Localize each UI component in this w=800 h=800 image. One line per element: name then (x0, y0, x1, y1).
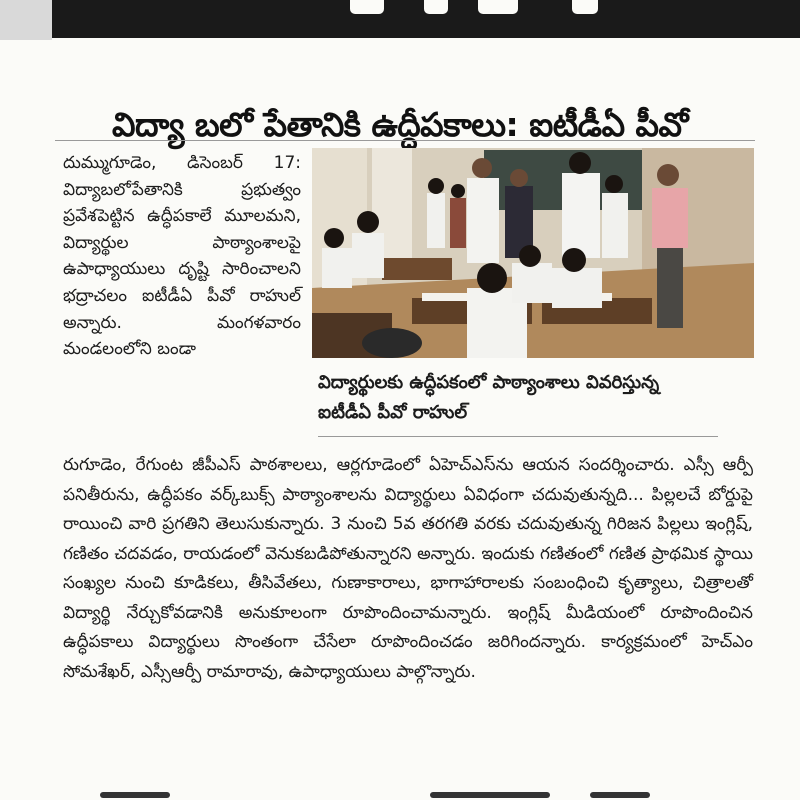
headline-rule (55, 140, 755, 141)
classroom-photo-illustration (312, 148, 754, 358)
photo-caption-line-2: ఐటీడీఏ పీవో రాహుల్ (318, 402, 468, 423)
caption-rule (318, 436, 718, 437)
article-headline: విద్యా బలో పేతానికి ఉద్ధీపకాలు: ఐటీడీఏ పీవో (112, 104, 688, 144)
article-left-column (63, 150, 301, 363)
pink-shirt-shape (652, 188, 688, 248)
next-article-cutoff (100, 792, 660, 800)
photo-caption (318, 368, 748, 428)
article-body-column (63, 451, 753, 687)
classroom-photo (312, 148, 754, 358)
masthead-strip (0, 0, 800, 40)
photo-caption-line-1: విద్యార్థులకు ఉద్ధీపకంలో పాఠ్యాంశాలు వివరిస్తున్న (318, 372, 660, 393)
masthead-gray-block (0, 0, 52, 40)
article-body-text: రుగూడెం, రేగుంట జీపీఎస్ పాఠశాలలు, ఆర్లగూడెంలో ఏహెచ్ఎస్‌ను ఆయన సందర్శించారు. ఎస్సీ ఆర్పీ పనితీరును, ఉద్ధీపకం వర్క్‌బుక్స్ పాఠ్యాంశాలను విద్యార్థులు ఏవిధంగా చదువుతున్నది... పిల్లలచే బోర్డుపై రాయించి వారి ప్రగతిని తెలుసుకున్నారు. 3 నుంచి 5వ తరగతి వరకు చదువుతున్న గిరిజన పిల్లలు ఇంగ్లిష్, గణితం చదవడం, రాయడంలో వెనుకబడిపోతున్నారని అన్నారు. ఇందుకు గణితంలో గణిత ప్రాథమిక స్థాయి సంఖ్యల నుంచి కూడికలు, తీసివేతలు, గుణాకారాలు, భాగాహారాలకు సంబంధించి కృత్యాలు, చిత్రాలతో విద్యార్థి నేర్చుకోవడానికి అనుకూలంగా రూపొందించామన్నారు. ఇంగ్లిష్ మీడియంలో రూపొందించిన ఉద్ధీపకాలు విద్యార్థులు సొంతంగా చేసేలా రూపొందించడం జరిగిందన్నారు. కార్యక్రమంలో హెచ్ఎం సోమశేఖర్, ఎస్సీఆర్పీ రామారావు, ఉపాధ్యాయులు పాల్గొన్నారు. (63, 455, 753, 682)
article-intro-text: దుమ్ముగూడెం, డిసెంబర్ 17: విద్యాబలోపేతానికి ప్రభుత్వం ప్రవేశపెట్టిన ఉద్ధీపకాలే మూలమని, విద్యార్థుల పాఠ్యాంశాలపై ఉపాధ్యాయులు దృష్టి సారించాలని భద్రాచలం ఐటీడీఏ పీవో రాహుల్ అన్నారు. మంగళవారం మండలంలోని బండా (63, 153, 301, 360)
masthead-dark-band (52, 0, 800, 38)
